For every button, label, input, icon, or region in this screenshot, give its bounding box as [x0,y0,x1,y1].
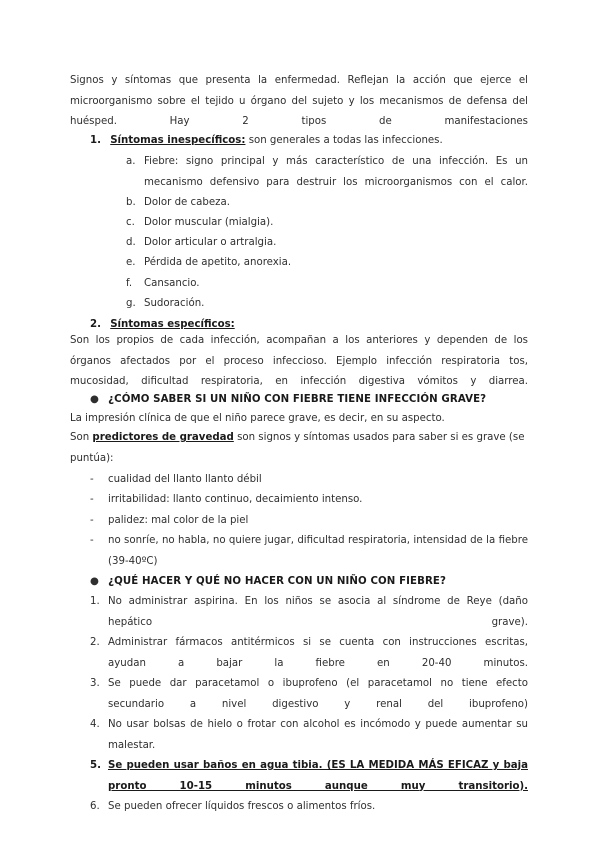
list-item: Sudoración. [144,298,205,309]
bullet: ● [90,576,99,587]
list-item: No administrar aspirina. En los niños se asocia al síndrome de Reye (daño hepático grave). [108,596,528,628]
list-number: 4. [90,719,100,730]
section-text: son generales a todas las infecciones. [245,135,443,146]
predictors-prefix: Son [70,432,93,443]
predictors-paragraph [70,428,530,469]
dash-marker: - [90,474,94,485]
question-heading-2 [90,574,446,590]
dash-marker: - [90,494,94,505]
section-number: 1. [90,135,101,146]
question-title: ¿QUÉ HACER Y QUÉ NO HACER CON UN NIÑO CON FIEBRE? [108,576,446,587]
intro-paragraph: Signos y síntomas que presenta la enfermedad. Reflejan la acción que ejerce el microorganismo sobre el tejido u órgano del sujeto y los mecanismos de defensa del huésped. Hay 2 tipos de manifestaciones [70,75,528,127]
especificos-paragraph: Son los propios de cada infección, acompañan a los anteriores y dependen de los órganos afectados por el proceso infeccioso. Ejemplo infección respiratoria tos, mucosidad, dificultad respiratoria, en infección digestiva vómitos y diarrea. [70,335,528,387]
list-letter: g. [126,298,136,309]
list-item: Fiebre: signo principal y más característico de una infección. Es un mecanismo defensivo para destruir los microorganismos con el calor. [144,156,528,188]
dash-marker: - [90,515,94,526]
list-item-highlight: Se pueden usar baños en agua tibia. (ES LA MEDIDA MÁS EFICAZ y baja pronto 10-15 minutos aunque muy transitorio). [108,760,528,792]
list-letter: b. [126,197,136,208]
dash-marker: - [90,535,94,546]
list-number: 1. [90,596,100,607]
list-item: No usar bolsas de hielo o frotar con alcohol es incómodo y puede aumentar su malestar. [108,719,528,751]
list-letter: d. [126,237,136,248]
bullet: ● [90,394,99,405]
list-item: no sonríe, no habla, no quiere jugar, dificultad respiratoria, intensidad de la fiebre (39-40ºC) [108,535,528,567]
list-item: irritabilidad: llanto continuo, decaimiento intenso. [108,494,363,505]
list-number: 2. [90,637,100,648]
list-item: Se pueden ofrecer líquidos frescos o alimentos fríos. [108,801,376,812]
impression-line: La impresión clínica de que el niño parece grave, es decir, en su aspecto. [70,413,445,424]
list-number: 5. [90,760,101,771]
question-heading-1 [90,392,486,408]
section-number: 2. [90,319,101,330]
predictors-heading: predictores de gravedad [92,432,234,443]
list-item: Administrar fármacos antitérmicos si se cuenta con instrucciones escritas, ayudan a bajar la fiebre en 20-40 minutos. [108,637,528,669]
list-item: cualidad del llanto llanto débil [108,474,262,485]
list-number: 6. [90,801,100,812]
section-heading: Síntomas específicos: [110,319,235,330]
list-item: Pérdida de apetito, anorexia. [144,257,292,268]
list-letter: e. [126,257,136,268]
list-item: palidez: mal color de la piel [108,515,249,526]
list-item: Dolor muscular (mialgia). [144,217,274,228]
section-heading: Síntomas inespecíficos: [110,135,246,146]
list-item: Dolor de cabeza. [144,197,230,208]
list-letter: f. [126,278,133,289]
list-item: Dolor articular o artralgia. [144,237,277,248]
section-inespecificos [90,133,443,149]
predictors-text: son signos y síntomas usados para saber si es grave (se puntúa): [70,432,525,464]
list-item: Cansancio. [144,278,200,289]
list-letter: c. [126,217,135,228]
list-item: Se puede dar paracetamol o ibuprofeno (el paracetamol no tiene efecto secundario a nivel digestivo y renal del ibuprofeno) [108,678,528,710]
list-letter: a. [126,156,136,167]
question-title: ¿CÓMO SABER SI UN NIÑO CON FIEBRE TIENE INFECCIÓN GRAVE? [108,394,487,405]
list-number: 3. [90,678,100,689]
